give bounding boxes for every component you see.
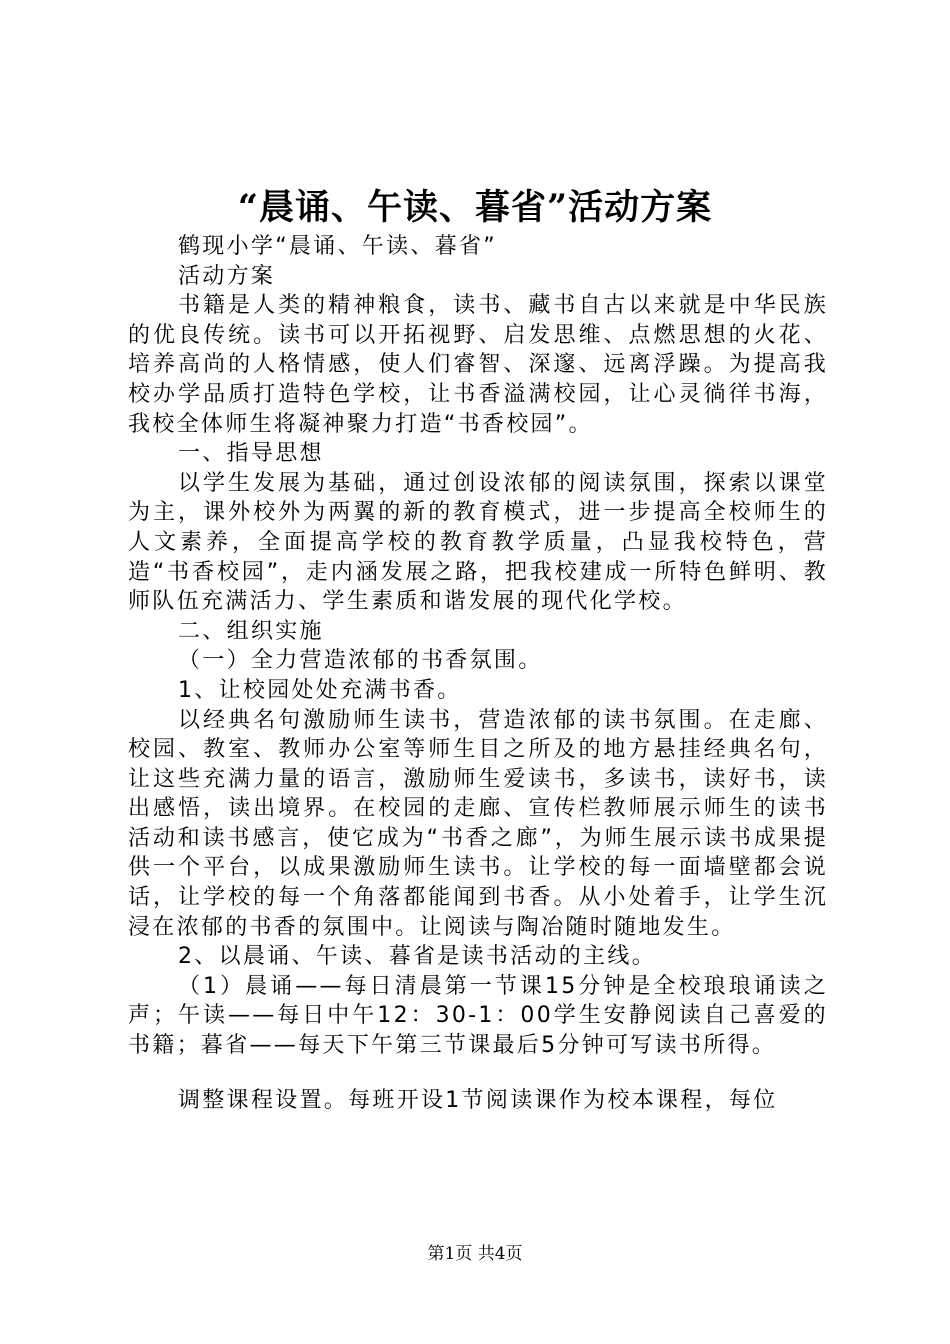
paragraph-schedule: （1）晨诵——每日清晨第一节课15分钟是全校琅琅诵读之声；午读——每日中午12：30-1：00学生安静阅读自己喜爱的书籍；暮省——每天下午第三节课最后5分钟可写读书所得。 xyxy=(128,973,828,1059)
paragraph-intro: 书籍是人类的精神粮食，读书、藏书自古以来就是中华民族的优良传统。读书可以开拓视野、启发思维、点燃思想的火花、培养高尚的人格情感，使人们睿智、深邃、远离浮躁。为提高我校办学品质打造特色学校，让书香溢满校园，让心灵徜徉书海，我校全体师生将凝神聚力打造“书香校园”。 xyxy=(128,293,828,437)
paragraph-school-name: 鹤现小学“晨诵、午读、暮省” xyxy=(178,234,497,259)
heading-guiding-thought: 一、指导思想 xyxy=(178,441,324,467)
paragraph-guiding-thought: 以学生发展为基础，通过创设浓郁的阅读氛围，探索以课堂为主，课外校外为两翼的新的教育模式，进一步提高全校师生的人文素养，全面提高学校的教育教学质量，凸显我校特色，营造“书香校园”，走内涵发展之路，把我校建成一所特色鲜明、教师队伍充满活力、学生素质和谐发展的现代化学校。 xyxy=(128,470,828,615)
document-body xyxy=(128,232,828,1115)
subheading-atmosphere: （一）全力营造浓郁的书香氛围。 xyxy=(178,648,543,674)
paragraph-quotes: 以经典名句激励师生读书，营造浓郁的读书氛围。在走廊、校园、教室、教师办公室等师生目之所及的地方悬挂经典名句，让这些充满力量的语言，激励师生爱读书，多读书，读好书，读出感悟，读出境界。在校园的走廊、宣传栏教师展示师生的读书活动和读书感言，使它成为“书香之廊”，为师生展示读书成果提供一个平台，以成果激励师生读书。让学校的每一面墙壁都会说话，让学校的每一个角落都能闻到书香。从小处着手，让学生沉浸在浓郁的书香的氛围中。让阅读与陶冶随时随地发生。 xyxy=(128,707,828,940)
item-campus-books: 1、让校园处处充满书香。 xyxy=(178,677,462,703)
item-main-line: 2、以晨诵、午读、暮省是读书活动的主线。 xyxy=(178,944,656,970)
paragraph-curriculum: 调整课程设置。每班开设1节阅读课作为校本课程，每位 xyxy=(178,1087,778,1113)
paragraph-plan-label: 活动方案 xyxy=(178,263,276,289)
document-title: “晨诵、午读、暮省”活动方案 xyxy=(237,187,713,228)
page-number: 第1页 共4页 xyxy=(427,1244,523,1264)
heading-implementation: 二、组织实施 xyxy=(178,618,324,644)
